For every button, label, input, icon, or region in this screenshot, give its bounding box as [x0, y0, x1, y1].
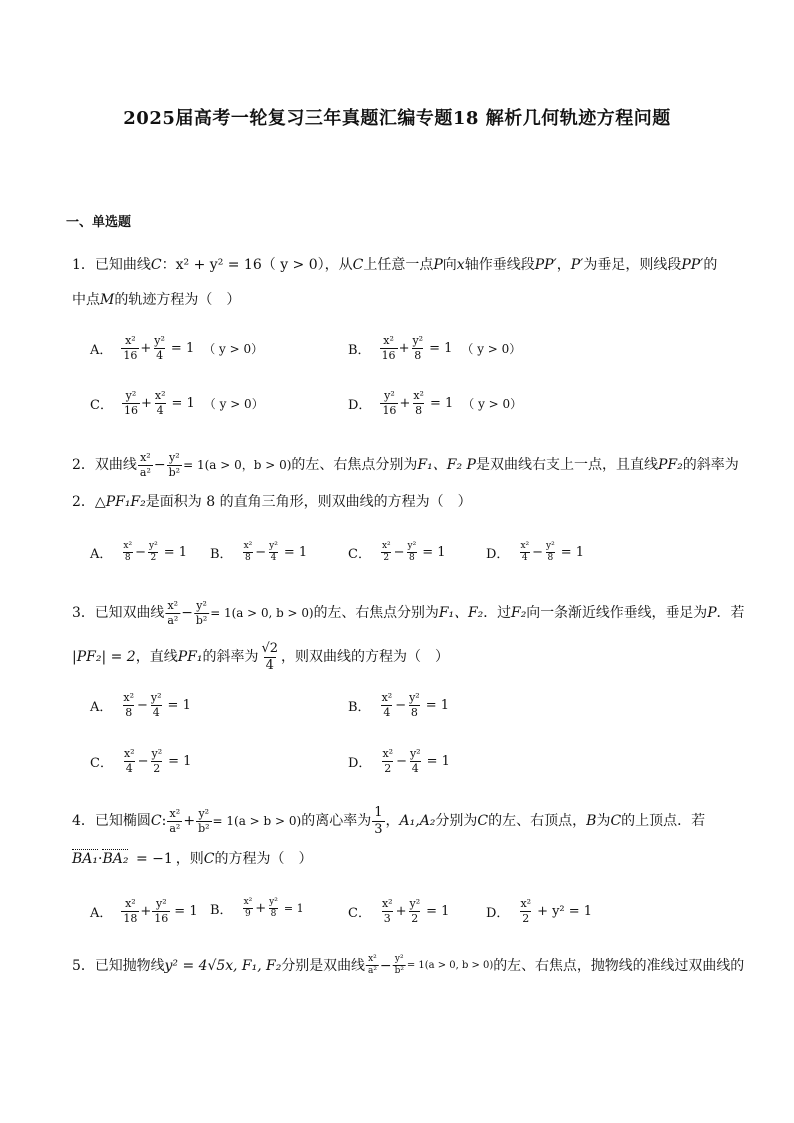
q2-option-d[interactable]: D． x² 4 − $\frac{\text{y²}}{8}$ = 1	[486, 541, 585, 564]
page-title: 2025届高考一轮复习三年真题汇编专题18 解析几何轨迹方程问题	[123, 108, 671, 129]
q1-option-a[interactable]: A． x² 16 + $\frac{\text{y²}}{4}$ = 1 （ y > 0）	[90, 334, 264, 362]
question-3-line-1: 3．已知双曲线 x² a² − $\frac{\text{y²}}{\text{b²}}$ = 1(a > 0, b > 0) 的左、右焦点分别为 F₁、F₂ ．过 F₂ 向一条渐近线作垂线，垂足为 P ．若	[72, 599, 745, 627]
question-2-line-2: 2．△PF₁F₂是面积为 8 的直角三角形，则双曲线的方程为（ ）	[72, 494, 472, 510]
question-5-line-1: 5．已知抛物线 y² = 4√5x, F₁, F₂ 分别是双曲线 x² a² − $\frac{\text{y²}}{\text{b²}}$ = 1(a > 0, b > 0) 的左、右焦点，抛物线的准线过双曲线的	[72, 954, 745, 977]
question-2-line-1: 2．双曲线 x² a² − $\frac{\text{y²}}{\text{b²}}$ = 1(a > 0，b > 0) 的左、右焦点分别为 F₁、F₂ P 是双曲线右支上一点，且直线 PF₂ 的斜率为	[72, 451, 739, 479]
q1-option-d[interactable]: D． y² 16 + $\frac{\text{x²}}{8}$ = 1 （ y > 0）	[348, 389, 523, 417]
section-heading: 一、单选题	[66, 215, 132, 230]
question-1-line-2: 中点M的轨迹方程为（ ）	[72, 292, 241, 308]
q3-option-b[interactable]: B． x² 4 − $\frac{\text{y²}}{8}$ = 1	[348, 691, 450, 719]
vector-ba1: BA₁	[72, 851, 99, 867]
q3-option-c[interactable]: C． x² 4 − $\frac{\text{y²}}{2}$ = 1	[90, 747, 192, 775]
q4-option-b[interactable]: B． x² 9 + $\frac{\text{y²}}{8}$ = 1	[210, 897, 304, 920]
question-4-line-1: 4．已知椭圆 C : x² a² + $\frac{\text{y²}}{\text{b²}}$ = 1(a > b > 0) 的离心率为 1 3 ， A₁,A₂ 分别为 C 的左、右顶点， B 为 C 的上顶点．若	[72, 805, 706, 837]
vector-ba2: BA₂	[102, 851, 129, 867]
parabola-equation: y² = 4√5x, F₁, F₂	[164, 957, 282, 974]
q2-option-a[interactable]: A． x² 8 − $\frac{\text{y²}}{2}$ = 1	[90, 541, 187, 564]
q4-option-a[interactable]: A． x² 18 + $\frac{\text{y²}}{16}$ = 1	[90, 897, 198, 925]
q1-equation: x² + y² = 16（ y > 0）	[175, 257, 325, 273]
question-3-line-2: |PF₂| = 2 ，直线 PF₁ 的斜率为 √2 4 ，则双曲线的方程为（ ）	[72, 641, 450, 673]
q2-option-c[interactable]: C． x² 2 − $\frac{\text{y²}}{8}$ = 1	[348, 541, 446, 564]
question-4-line-2: BA₁·BA₂ = −1 ，则C的方程为（ ）	[72, 851, 313, 867]
q2-option-b[interactable]: B． x² 8 − $\frac{\text{y²}}{4}$ = 1	[210, 541, 308, 564]
q4-option-d[interactable]: D． x² 2 + y² = 1	[486, 897, 593, 925]
q3-option-d[interactable]: D． x² 2 − $\frac{\text{y²}}{4}$ = 1	[348, 747, 450, 775]
q4-option-c[interactable]: C． x² 3 + $\frac{\text{y²}}{2}$ = 1	[348, 897, 450, 925]
q1-option-b[interactable]: B． x² 16 + $\frac{\text{y²}}{8}$ = 1 （ y > 0）	[348, 334, 522, 362]
q1-option-c[interactable]: C． y² 16 + $\frac{\text{x²}}{4}$ = 1 （ y > 0）	[90, 389, 264, 417]
q3-option-a[interactable]: A． x² 8 − $\frac{\text{y²}}{4}$ = 1	[90, 691, 191, 719]
question-1-line-1: 1．已知曲线C：x² + y² = 16（ y > 0），从C上任意一点P向x轴作垂线段PP′，P′为垂足，则线段PP′的	[72, 257, 718, 273]
